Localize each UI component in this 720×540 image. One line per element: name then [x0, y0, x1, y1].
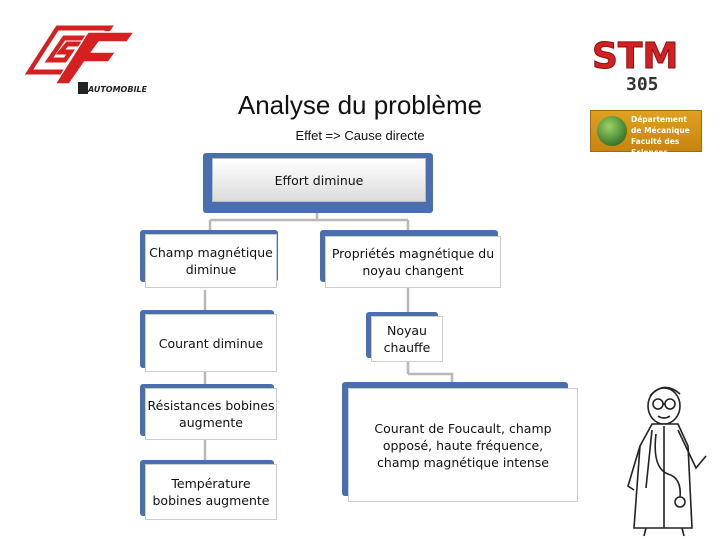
right-node-2 [371, 316, 443, 362]
left-node-3-label: Résistances bobines augmente [147, 398, 275, 430]
right-node-3 [348, 388, 578, 502]
department-line-2: de Mécanique [631, 126, 690, 135]
stm-logo-number: 305 [626, 74, 659, 95]
doctor-illustration [622, 378, 720, 538]
left-node-2-label: Courant diminue [158, 335, 264, 351]
right-node-3-label: Courant de Foucault, champ opposé, haute fréquence, champ magnétique intense [374, 420, 552, 470]
department-line-3: Faculté des Sciences [631, 137, 680, 157]
page-title: Analyse du problème [237, 90, 483, 120]
left-node-3 [145, 388, 277, 440]
left-node-2 [145, 314, 277, 372]
left-node-1-label: Champ magnétique diminue [149, 245, 273, 277]
left-node-4-label: Température bobines augmente [152, 476, 270, 508]
right-node-1 [325, 236, 501, 288]
left-node-1 [145, 234, 277, 288]
department-line-1: Département [631, 115, 687, 124]
automobile-logo-text: AUTOMOBILE [88, 85, 147, 94]
root-node [212, 158, 426, 202]
left-node-4 [145, 464, 277, 520]
right-node-2-label: Noyau chauffe [383, 323, 431, 355]
stm-logo-text: STM [592, 36, 679, 77]
root-node-label: Effort diminue [274, 172, 364, 188]
right-node-1-label: Propriétés magnétique du noyau changent [331, 246, 495, 278]
page-subtitle: Effet => Cause directe [295, 128, 425, 143]
